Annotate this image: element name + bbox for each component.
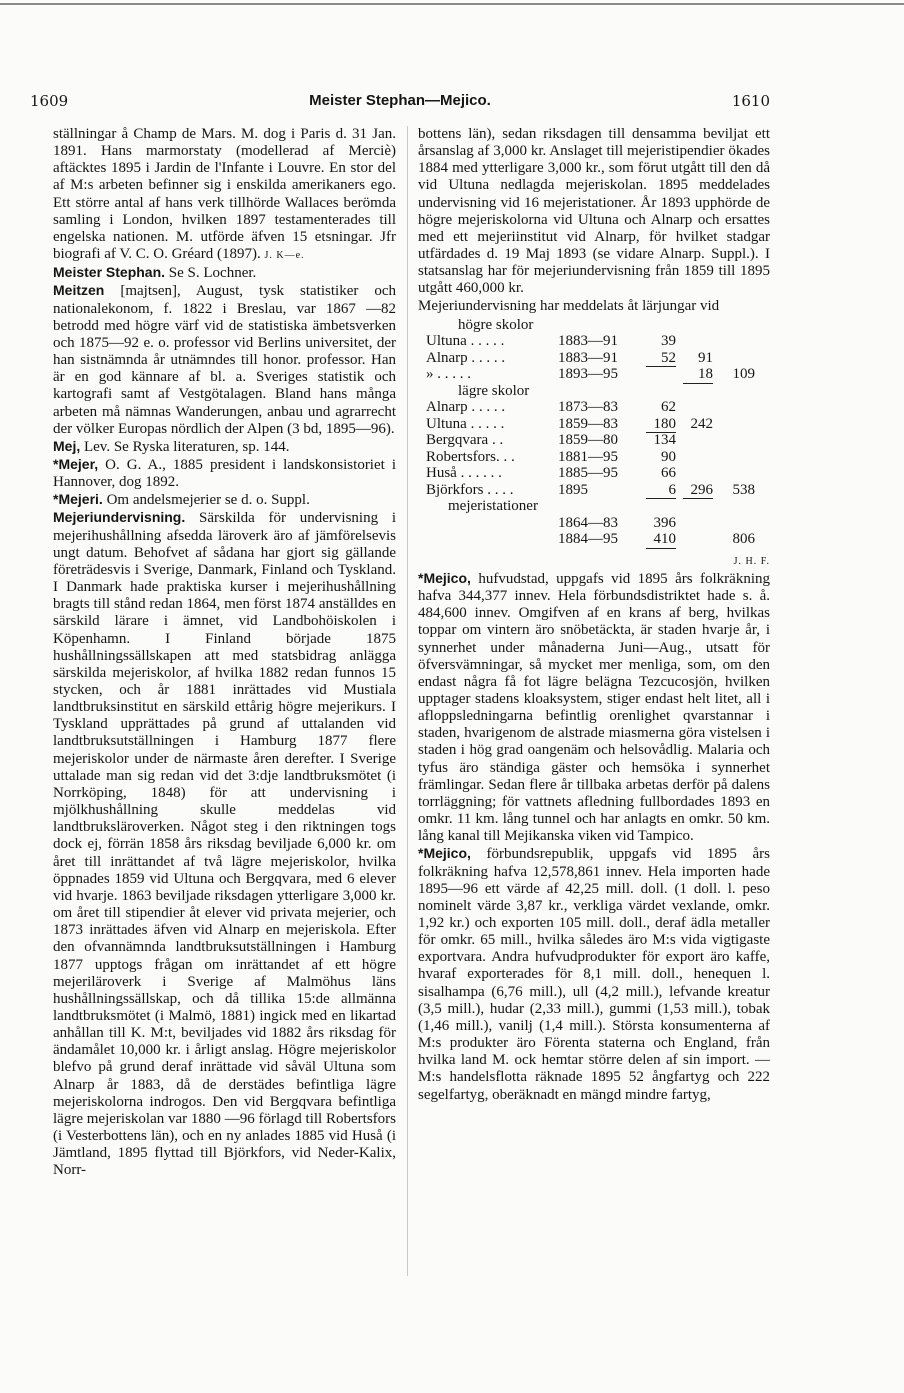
cell-place: Ultuna . . . . .: [426, 415, 505, 432]
table-row: [418, 531, 770, 548]
cell-place: Ultuna . . . . .: [426, 333, 505, 350]
table-row: [418, 432, 770, 449]
cell-b: 91: [698, 349, 713, 366]
cell-a: 6: [646, 482, 676, 500]
paragraph: bottens län), sedan riksdagen till densamma beviljat ett årsanslag af 3,000 kr. Anslaget till mejeristipendier ökades 1884 med ytterligare 3,000 kr., som förut utgått till den då vid Ultuna nedlagda mejeriskolan. 1895 meddelades undervisning vid 16 mejeristationer. År 1893 upphörde de högre mejeriskolorna vid Ultuna och Alnarp och ersattes med ett mejeriinstitut vid Alnarp, för hvilket stadgar utfärdades d. 19 Maj 1893 (se vidare Alnarp. Suppl.). I statsanslag har för mejeriundervisning från 1859 till 1895 utgått 460,000 kr.: [418, 126, 770, 297]
table-row: [418, 366, 770, 383]
cell-c: 806: [732, 531, 755, 548]
cell-range: 1893—95: [558, 366, 618, 383]
top-rule: [0, 3, 904, 5]
cell-range: 1873—83: [558, 399, 618, 416]
table-row: [418, 465, 770, 482]
entry-mejeriundervisning: [53, 509, 396, 1179]
headword: *Mejico,: [418, 569, 471, 586]
headword: *Mejer,: [53, 455, 99, 472]
entry-mejeri: [53, 491, 396, 509]
cell-range: 1859—80: [558, 432, 618, 449]
cell-a: 39: [661, 333, 676, 350]
entry-text: O. G. A., 1885 president i landskonsistoriet i Hannover, dog 1892.: [53, 456, 396, 491]
cell-place: Alnarp . . . . .: [426, 349, 506, 366]
cell-place: Huså . . . . . .: [426, 465, 502, 482]
group-label: lägre skolor: [458, 382, 530, 399]
cell-a: 90: [661, 448, 676, 465]
cell-place: Alnarp . . . . .: [426, 399, 506, 416]
entry-meitzen: [53, 282, 396, 437]
cell-place: Robertsfors. . .: [426, 448, 515, 465]
entry-meister-stephan: [53, 264, 396, 282]
cell-a: 410: [646, 531, 676, 549]
headword: Mejeriundervisning.: [53, 509, 186, 526]
cell-c: 538: [732, 481, 755, 498]
entry-text: Lev. Se Ryska literaturen, sp. 144.: [83, 438, 290, 455]
cell-b: 242: [690, 415, 713, 432]
entry-text: förbundsrepublik, uppgafs vid 1895 års folkräkning hafva 12,578,861 innev. Hela importen hade 1895—96 ett värde af 42,25 mill. doll. (1 doll. l. peso nominelt värde 3,87 kr., verkliga värdet vexlande, omkr. 1,92 kr.) och exporten 105 mill. doll., deraf ädla metaller för omkr. 65 mill., hvilka således äro M:s vida vigtigaste exportvara. Andra hufvudprodukter för export äro kaffe, hvaraf exporterades för 8,1 mill. doll., henequen l. sisalhampa (6,76 mill.), ull (4,2 mill.), lefvande kreatur (3,5 mill.), hudar (2,33 mill.), gummi (1,53 mill.), tobak (1,46 mill.), vanilj (1,4 mill.). Största konsumenterna af M:s produkter äro Förenta staterna och England, från hvilka land M. ock hemtar större delen af sin import. — M:s handelsflotta räknade 1895 52 ångfartyg och 222 segelfartyg, oberäknadt en mängd mindre fartyg,: [418, 846, 770, 1103]
author-signature: J. H. F.: [733, 555, 770, 567]
right-column: [418, 126, 770, 1104]
column-divider: [407, 126, 408, 1276]
cell-a: 52: [646, 350, 676, 368]
entry-mejico-republic: [418, 845, 770, 1103]
headword: Meister Stephan.: [53, 264, 166, 281]
cell-range: 1895: [558, 481, 588, 498]
headword: *Mejeri.: [53, 491, 103, 508]
cell-a: 66: [661, 465, 676, 482]
table-group-station: [418, 515, 770, 548]
headword: Mej,: [53, 437, 81, 454]
cell-range: 1885—95: [558, 465, 618, 482]
cell-a: 396: [653, 514, 676, 531]
table-group-high: [418, 333, 770, 383]
entry-text: Se S. Lochner.: [168, 265, 257, 282]
group-label: mejeristationer: [448, 498, 538, 515]
cell-a: 180: [646, 416, 676, 434]
entry-text: Om andelsmejerier se d. o. Suppl.: [106, 492, 310, 509]
group-label: högre skolor: [458, 316, 534, 333]
table-group-low: [418, 399, 770, 498]
page-number-right: 1610: [731, 92, 770, 110]
cell-place: Bergqvara . .: [426, 432, 504, 449]
cell-b: 296: [683, 482, 713, 500]
entry-mej: [53, 438, 396, 456]
running-title: Meister Stephan—Mejico.: [309, 92, 491, 109]
cell-place: » . . . . .: [426, 366, 471, 383]
signature-line: [418, 552, 770, 570]
author-signature: J. K—e.: [264, 250, 305, 262]
cell-a: 62: [661, 399, 676, 416]
page-header: [30, 92, 770, 114]
entry-text: Särskilda för undervisning i mejerihushållning afsedda läroverk äro af jämförelsevis ungt datum. Behofvet af sådana har gjort sig gällande företrädesvis i Sverige, Danmark, Finland och Tyskland. I Danmark hade praktiska kurser i mejerihushållning bragts till stånd redan 1864, men först 1874 anställdes en särskild lärare i ämnet, vid Landbohöiskolen i Köpenhamn. I Finland började 1875 hushållningssällskapen att med statsbidrag anlägga särskilda mejeriskolor, af hvilka 1882 redan funnos 15 stycken, och år 1881 inrättades vid Mustiala landtbruksinstitut en särskild ettårig högre mejerikurs. I Tyskland upprättades på grund af uttalanden vid landtbruksutställningen i Hamburg 1877 flere mejeriskolor under de närmaste åren derefter. I Sverige uttalade man sig redan vid det 3:dje landtbruksmötet (i Norrköping, 1848) för att undervisning i mjölkhushållning skulle meddelas vid landtbruksläroverken. Något steg i den riktningen togs dock ej, förrän 1858 års riksdag beviljade 6,000 kr. om året till inrättandet af två lägre mejeriskolor, hvilka öppnades 1859 vid Ultuna och Bergqvara, med 6 elever vid hvarje. 1863 beviljade riksdagen ytterligare 3,000 kr. om året till stipendier åt elever vid privata mejerier, och 1873 inrättades äfven vid Alnarp en mejeriskola. Efter den ofvannämnda landtbruksutställningen i Hamburg 1877 upptogs frågan om inrättandet af ett högre mejeriläroverk i Sverige af Malmöhus läns hushållningssällskap, och då tillika 15:de allmänna landtbruksmötet (i Malmö, 1881) ingick med en likartad anhållan till K. M:t, beviljades vid 1882 års riksdag för ändamålet 10,000 kr. i årligt anslag. Högre mejeriskolor blefvo på grund deraf inrättade vid såväl Ultuna som Alnarp år 1883, då de derstädes befintliga lägre mejeriskolorna indrogos. Den vid Bergqvara befintliga lägre mejeriskolan var 1880 —96 förlagd till Robertsfors (i Vesterbottens län), och en ny anlades 1885 vid Huså (i Jämtland, 1895 flyttad till Björkfors, vid Neder-Kalix, Norr-: [53, 510, 396, 1179]
paragraph: [53, 126, 396, 264]
cell-b: 18: [683, 366, 713, 384]
cell-c: 109: [732, 366, 755, 383]
table-row: [418, 333, 770, 350]
table-row: [418, 515, 770, 532]
cell-range: 1881—95: [558, 448, 618, 465]
text: ställningar å Champ de Mars. M. dog i Paris d. 31 Jan. 1891. Hans marmorstaty (modellerad af Merciè) aftäcktes 1895 i Jardin de l'Infante i Louvre. En stor del af M:s arbeten befinner sig i enskilda amerikaners ego. Ett större antal af hans verk tillhörde Wallaces berömda samling i London, hvilken 1897 testamenterades till engelska nationen. M. utförde äfven 15 etsningar. Jfr biografi af V. C. O. Gréard (1897).: [53, 126, 396, 263]
table-row: [418, 416, 770, 433]
cell-place: Björkfors . . . .: [426, 481, 514, 498]
table-row: [418, 449, 770, 466]
cell-a: 134: [653, 432, 676, 449]
entry-text: hufvudstad, uppgafs vid 1895 års folkräkning hafva 344,377 innev. Hela förbundsdistriktet hade s. å. 484,600 innev. Omgifven af en krans af berg, hvilkas toppar om vintern äro snöbetäckta, är staden hvarje år, i synnerhet under månaderna Juni—Aug., utsatt för öfversvämningar, så mycket mer menliga, som, om den endast några få fot lägre belägna Tezcucosjön, hvilken upptager stadens kloaksystem, stiger endast helt litet, all i afloppsledningarna befintlig orenlighet qvarstannar i staden, hvarigenom de alstrade miasmerna göra vistelsen i staden i hög grad oangenäm och helsovådlig. Malaria och tyfus äro ständiga gäster och hemsöka i synnerhet främlingar. Sedan flere år tillbaka arbetas derför på dalens torrläggning; för vattnets afledning fullbordades 1893 en omkr. 11 km. lång tunnel och har anlagts en omkr. 50 km. lång kanal till Mejikanska viken vid Tampico.: [418, 570, 771, 845]
cell-range: 1883—91: [558, 333, 618, 350]
entry-mejico-city: [418, 570, 770, 846]
paragraph: Mejeriundervisning har meddelats åt lärjungar vid: [418, 297, 720, 314]
table-row: [418, 350, 770, 367]
entry-meijer: [53, 456, 396, 491]
table-row: [418, 482, 770, 499]
page-number-left: 1609: [30, 92, 69, 110]
table-row: [418, 399, 770, 416]
cell-range: 1883—91: [558, 349, 618, 366]
cell-range: 1884—95: [558, 531, 618, 548]
entry-text: [majtsen], August, tysk statistiker och nationalekonom, f. 1822 i Breslau, var 1867 —82 betrodd med högre värf vid de statistiska ämbetsverken och 1875—92 e. o. professor vid Berlins universitet, der han sistnämnda år utnämndes till honor. professor. Han är en god kännare af bl. a. Sveriges statistik och kartografi samt af Vestgötalagen. Bland hans många arbeten må nämnas Wanderungen, anbau und agrarrecht der völker Europas nördlich der Alpen (3 bd, 1895—96).: [53, 283, 397, 437]
cell-range: 1859—83: [558, 415, 618, 432]
left-column: [53, 126, 396, 1180]
headword: Meitzen: [53, 282, 105, 299]
statistics-table: [418, 317, 770, 548]
headword: *Mejico,: [418, 845, 471, 862]
cell-range: 1864—83: [558, 514, 618, 531]
